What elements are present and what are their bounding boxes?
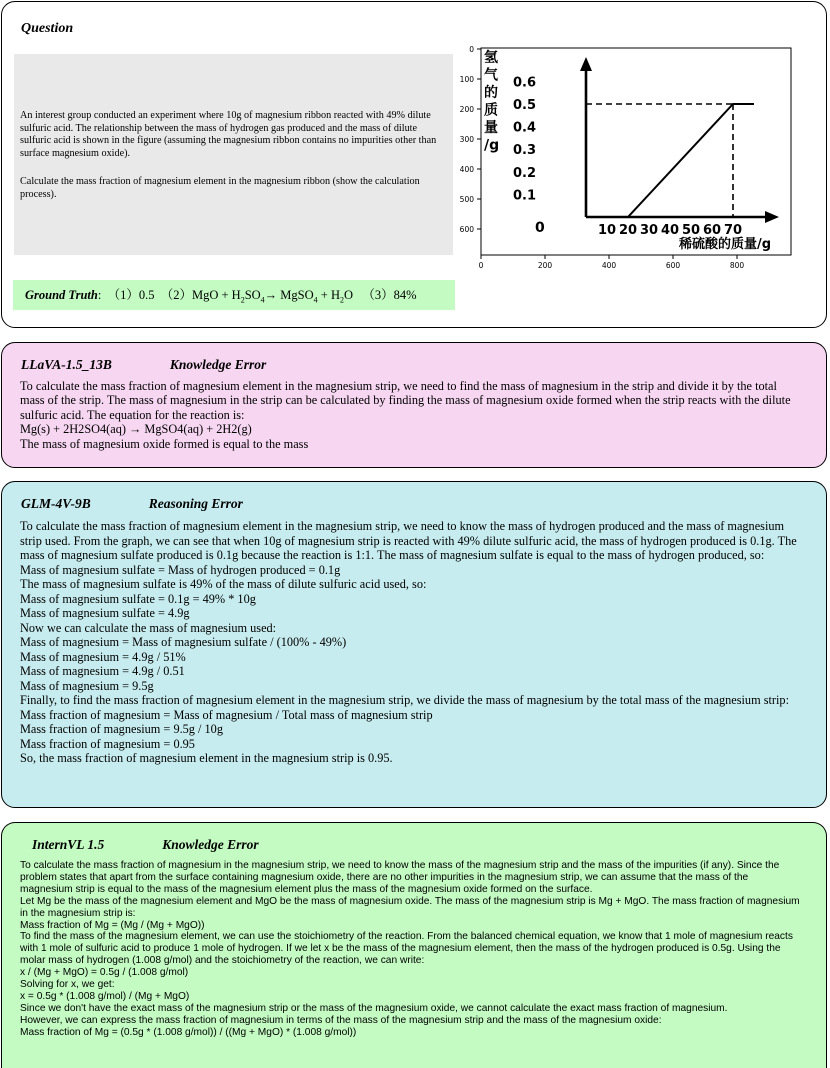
x-tick-label: 30 xyxy=(639,223,659,238)
frame-y-tick-label: 100 xyxy=(459,75,474,84)
ground-truth-answer-1: （1）0.5 xyxy=(107,288,155,302)
llava-error-type: Knowledge Error xyxy=(169,357,267,372)
question-title: Question xyxy=(21,21,74,36)
ground-truth-answer-2 xyxy=(160,288,353,305)
y-tick-label: 0.3 xyxy=(513,143,537,159)
gt-a2-sub: 2 xyxy=(339,295,344,305)
frame-x-tick-label: 800 xyxy=(729,261,745,270)
ground-truth-colon: : xyxy=(97,288,102,302)
frame-y-tick-label: 500 xyxy=(459,195,474,204)
x-tick-label: 60 xyxy=(702,223,722,238)
x-tick-label: 10 xyxy=(597,223,617,238)
frame-x-tick-label: 600 xyxy=(665,261,681,270)
gt-a2-sub: 4 xyxy=(260,295,265,305)
gt-a2-part: + H xyxy=(317,288,340,302)
llava-response-panel xyxy=(1,342,827,468)
internvl-response-text: To calculate the mass fraction of magnesium in the magnesium strip, we need to know the mass of the magnesium strip and the mass of the impurities (if any). Since the problem states that apart from the surface containing magnesium oxide, there are no other impurities in the magnesium strip, we can assume that the mass of the magnesium strip is equal to the mass of the magnesium element plus the mass of the magnesium oxide formed on the surface. Let Mg be the mass of the magnesium element and MgO be the mass of magnesium oxide. The mass of the magnesium strip is Mg + MgO. The mass fraction of magnesium in the magnesium strip is: Mass fraction of Mg = (Mg / (Mg + MgO)) To find the mass of the magnesium element, we can use the stoichiometry of the reaction. From the balanced chemical equation, we know that 1 mole of magnesium reacts with 1 mole of sulfuric acid to produce 1 mole of hydrogen. If we let x be the mass of the magnesium element, then the mass of the hydrogen produced is 0.5g. Using the molar mass of hydrogen (1.008 g/mol) and the stoichiometry of the reaction, we can write: x / (Mg + MgO) = 0.5g / (1.008 g/mol) Solving for x, we get: x = 0.5g * (1.008 g/mol) / (Mg + MgO) Since we don't have the exact mass of the magnesium strip or the mass of the magnesium oxide, we cannot calculate the exact mass fraction of magnesium. However, we can express the mass fraction of magnesium in terms of the mass of the magnesium strip and the mass of the magnesium oxide: Mass fraction of Mg = (0.5g * (1.008 g/mol)) / ((Mg + MgO) * (1.008 g/mol)) xyxy=(20,860,800,1038)
x-tick-label: 40 xyxy=(660,223,680,238)
frame-y-tick-label: 400 xyxy=(459,165,474,174)
llava-response-text: To calculate the mass fraction of magnesium element in the magnesium strip, we need to find the mass of magnesium in the strip and divide it by the total mass of the strip. The mass of magnesium in the strip can be calculated by finding the mass of magnesium oxide formed when the strip reacts with the dilute sulfuric acid. The equation for the reaction is: Mg(s) + 2H2SO4(aq) → MgSO4(aq) + 2H2(g) The mass of magnesium oxide formed is equal to the mass xyxy=(20,379,791,451)
internvl-model-name: InternVL 1.5 xyxy=(32,837,105,852)
glm-response-panel xyxy=(1,481,827,808)
gt-a2-part: O xyxy=(343,288,353,302)
y-tick-label: 0.6 xyxy=(513,75,537,91)
frame-x-tick-label: 0 xyxy=(478,261,484,270)
y-label-char: 质 xyxy=(484,102,498,119)
glm-model-name: GLM-4V-9B xyxy=(21,496,91,511)
frame-x-tick-label: 200 xyxy=(537,261,553,270)
question-panel xyxy=(1,1,827,328)
gt-a2-sub: 2 xyxy=(240,295,245,305)
ground-truth-box xyxy=(13,280,455,310)
llava-header xyxy=(21,357,266,373)
origin-label: 0 xyxy=(535,220,545,236)
internvl-response-panel xyxy=(1,822,827,1068)
y-label-char: 的 xyxy=(484,85,498,101)
x-tick-label: 70 xyxy=(723,223,743,238)
frame-y-tick-label: 200 xyxy=(459,105,474,114)
y-tick-label: 0.2 xyxy=(513,165,537,181)
x-tick-label: 50 xyxy=(681,223,701,238)
x-axis-label: 稀硫酸的质量/g xyxy=(679,237,772,252)
frame-y-tick-label: 600 xyxy=(459,225,474,234)
y-tick-label: 0.4 xyxy=(513,120,537,136)
frame-y-tick-label: 300 xyxy=(459,135,474,144)
gt-a2-part: （2）MgO + H xyxy=(160,288,241,302)
gt-a2-part: SO xyxy=(244,288,261,302)
y-tick-label: 0.1 xyxy=(513,188,537,204)
x-tick-label: 20 xyxy=(618,223,638,238)
question-paragraph-1: An interest group conducted an experiment where 10g of magnesium ribbon reacted with 49% dilute sulfuric acid. The relationship between the mass of hydrogen gas produced and the mass of dilute sulfuric acid is shown in the figure (assuming the magnesium ribbon contains no impurities other than surface magnesium oxide). xyxy=(20,110,437,159)
internvl-error-type: Knowledge Error xyxy=(162,837,259,852)
glm-error-type: Reasoning Error xyxy=(148,496,243,511)
question-text-box xyxy=(14,54,453,255)
y-tick-label: 0.5 xyxy=(513,98,537,113)
y-label-char: /g xyxy=(484,137,500,154)
glm-response-text: To calculate the mass fraction of magnesium element in the magnesium strip, we need to know the mass of hydrogen produced and the mass of magnesium strip used. From the graph, we can see that when 10g of magnesium strip is reacted with 49% dilute sulfuric acid, the mass of hydrogen produced is 0.1g. The mass of magnesium sulfate produced is 0.1g because the reaction is 1:1. The mass of magnesium sulfate is equal to the mass of hydrogen produced, so: Mass of magnesium sulfate = Mass of hydrogen produced = 0.1g The mass of magnesium sulfate is 49% of the mass of dilute sulfuric acid used, so: Mass of magnesium sulfate = 0.1g = 49% * 10g Mass of magnesium sulfate = 4.9g Now we can calculate the mass of magnesium used: Mass of magnesium = Mass of magnesium sulfate / (100% - 49%) Mass of magnesium = 4.9g / 51% Mass of magnesium = 4.9g / 0.51 Mass of magnesium = 9.5g Finally, to find the mass fraction of magnesium element in the magnesium strip, we divide the mass of magnesium by the total mass of the magnesium strip: Mass fraction of magnesium = Mass of magnesium / Total mass of magnesium strip Mass fraction of magnesium = 9.5g / 10g Mass fraction of magnesium = 0.95 So, the mass fraction of magnesium element in the magnesium strip is 0.95. xyxy=(20,519,797,765)
y-label-char: 气 xyxy=(484,67,498,84)
gt-a2-sub: 4 xyxy=(313,295,318,305)
question-paragraph-2: Calculate the mass fraction of magnesium element in the magnesium ribbon (show the calculation process). xyxy=(20,176,420,200)
hydrogen-mass-chart xyxy=(459,40,799,272)
y-label-char: 量 xyxy=(484,120,498,136)
frame-y-tick-label: 0 xyxy=(469,45,474,54)
frame-x-tick-label: 400 xyxy=(601,261,617,270)
internvl-header xyxy=(32,837,259,853)
glm-header xyxy=(21,496,243,512)
llava-model-name: LLaVA-1.5_13B xyxy=(21,357,112,372)
ground-truth-label: Ground Truth xyxy=(25,288,98,302)
gt-a2-part: → MgSO xyxy=(264,288,314,302)
ground-truth-answer-3: （3）84% xyxy=(362,288,417,302)
y-label-char: 氢 xyxy=(484,50,498,66)
